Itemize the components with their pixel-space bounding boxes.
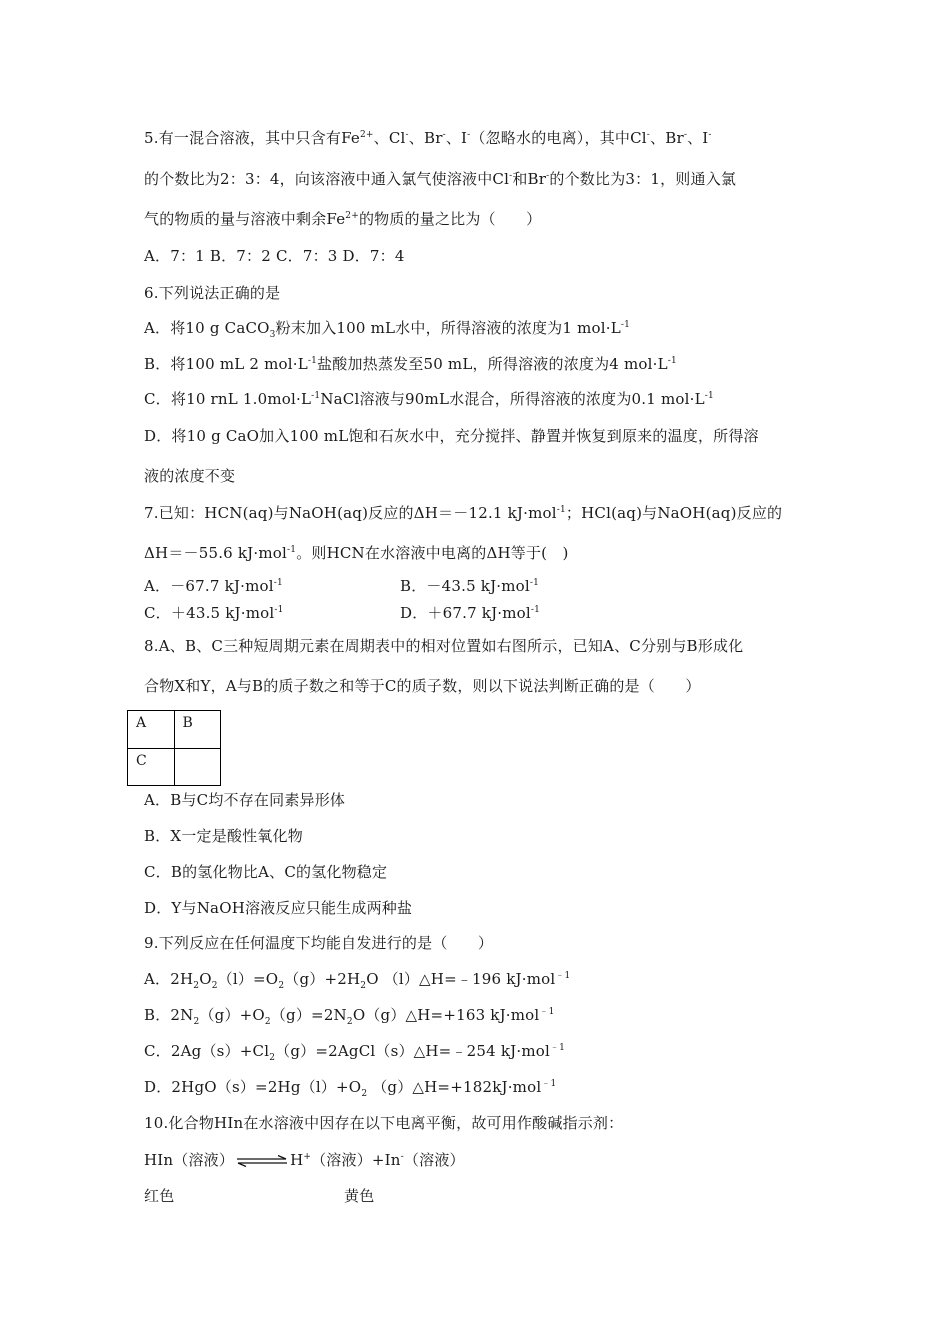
q9-option-a: A．$2H_2O_2(l)=O_2(g)+2H_2O$ （l）△H=﹣196 kJ·mol$^{﹣1}$ xyxy=(144,970,571,991)
q8-line-2: 合物X和Y，A与B的质子数之和等于C的质子数，则以下说法判断正确的是（ ） xyxy=(144,677,701,695)
q9-option-c: C．$2Ag(s)+Cl_2(g)=2AgCl(s)\triangle H=﹣254$ kJ·mol$^{﹣1}$ xyxy=(144,1042,566,1063)
q8-line-1: 8.A、B、C三种短周期元素在周期表中的相对位置如右图所示，已知A、C分别与B形成化 xyxy=(144,637,744,655)
q6-option-d-line-2: 液的浓度不变 xyxy=(144,467,236,485)
q7-option-c: C．＋43.5 kJ·mol$^{-1}$ xyxy=(144,604,284,622)
q6-stem: 6.下列说法正确的是 xyxy=(144,284,281,302)
q6-option-a: A．将10 g CaCO$_3$粉末加入100 mL水中，所得溶液的浓度为1 $mol\cdot L^{-1}$ xyxy=(144,319,631,340)
q7-line-2: ΔH＝－55.6 kJ·mol$^{-1}$。则HCN在水溶液中电离的ΔH等于( ) xyxy=(144,544,569,562)
q8-option-a: A．B与C均不存在同素异形体 xyxy=(144,791,346,809)
q9-stem: 9.下列反应在任何温度下均能自发进行的是（ ） xyxy=(144,934,494,952)
q7-option-a: A．－67.7 kJ·mol$^{-1}$ xyxy=(144,577,283,595)
q6-option-d-line-1: D．将10 g CaO加入100 mL饱和石灰水中，充分搅拌、静置并恢复到原来的温度，所得溶 xyxy=(144,427,759,445)
q5-options: A．7：1 B．7：2 C．7：3 D．7：4 xyxy=(144,247,405,265)
q5-line-3: 气的物质的量与溶液中剩余$Fe^{2+}$的物质的量之比为（ ） xyxy=(144,210,542,228)
grid-cell-c: C xyxy=(128,748,175,786)
grid-cell-b: B xyxy=(174,711,221,749)
grid-cell-a: A xyxy=(128,711,175,749)
q5-line-1: 5.有一混合溶液，其中只含有$Fe^{2+}$、Cl-、Br-、I-（忽略水的电离），其中Cl-、Br-、I- xyxy=(144,129,712,147)
q7-line-1: 7.已知：HCN(aq)与NaOH(aq)反应的ΔH＝－12.1 kJ·mol$^{-1}$；HCl(aq)与NaOH(aq)反应的 xyxy=(144,504,783,522)
q5-line-2: 的个数比为2：3：4，向该溶液中通入氯气使溶液中Cl-和Br-的个数比为3：1，则通入氯 xyxy=(144,170,737,188)
q10-stem: 10.化合物HIn在水溶液中因存在以下电离平衡，故可用作酸碱指示剂： xyxy=(144,1114,624,1132)
q8-option-d: D．Y与NaOH溶液反应只能生成两种盐 xyxy=(144,899,413,917)
q9-option-d: D．$2HgO(s)=2Hg(l)+O_2$ （g）△H=+182kJ·mol$^{﹣1}$ xyxy=(144,1078,557,1099)
grid-cell-empty xyxy=(174,748,221,786)
equilibrium-arrow-icon xyxy=(236,1155,288,1167)
q8-option-c: C．B的氢化物比A、C的氢化物稳定 xyxy=(144,863,388,881)
q6-option-c: C．将10 rnL $1.0mol\cdot L^{-1}NaCl$溶液与90mL水混合，所得溶液的浓度为0.1 $mol\cdot L^{-1}$ xyxy=(144,390,714,408)
q10-red-label: 红色 xyxy=(144,1187,175,1205)
q7-option-b: B．－43.5 kJ·mol$^{-1}$ xyxy=(400,577,540,595)
q6-option-b: B．将100 mL 2 $mol\cdot L^{-1}$盐酸加热蒸发至50 mL，所得溶液的浓度为4 $mol\cdot L^{-1}$ xyxy=(144,355,677,373)
q10-equilibrium: HIn（溶液） H+（溶液）+In-（溶液） xyxy=(144,1151,465,1169)
q7-option-d: D．＋67.7 kJ·mol$^{-1}$ xyxy=(400,604,541,622)
q10-yellow-label: 黄色 xyxy=(344,1187,375,1205)
periodic-table-grid xyxy=(127,710,221,786)
q9-option-b: B．$2N_2(g)+O_2(g)=2N_2O(g)\triangle H=+163$ kJ·mol$^{﹣1}$ xyxy=(144,1006,555,1027)
q8-option-b: B．X一定是酸性氧化物 xyxy=(144,827,303,845)
